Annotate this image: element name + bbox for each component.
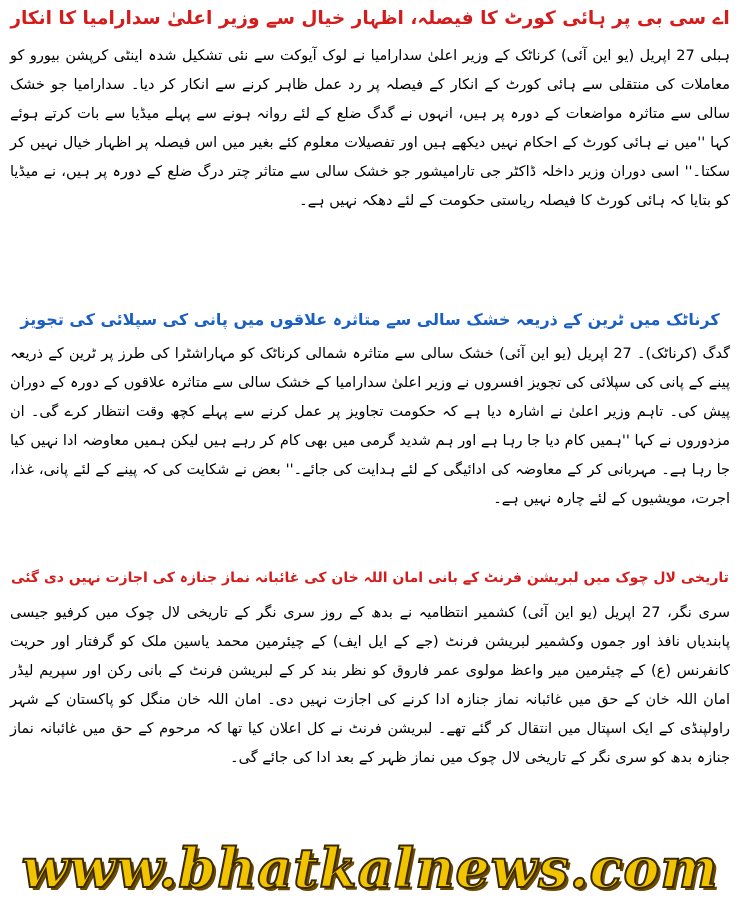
article-karnataka-water-train — [10, 303, 730, 514]
article-headline: اے سی بی پر ہائی کورٹ کا فیصلہ، اظہار خیال سے وزیر اعلیٰ سدارامیا کا انکار — [10, 8, 730, 29]
article-headline: کرناٹک میں ٹرین کے ذریعہ خشک سالی سے متاثرہ علاقوں میں پانی کی سپلائی کی تجویز — [20, 310, 720, 329]
footer-banner — [0, 836, 740, 900]
article-body: ہبلی 27 اپریل (یو این آئی) کرناٹک کے وزیر اعلیٰ سدارامیا نے لوک آیوکت سے نئی تشکیل شدہ اینٹی کرپشن بیورو کو معاملات کی منتقلی سے ہائی کورٹ کے انکار کے فیصلہ پر رد عمل ظاہر کرنے سے انکار کر دیا۔ سدارامیا جو خشک سالی سے متاثرہ مواضعات کے دورہ پر ہیں، انہوں نے گدگ ضلع کے لئے روانہ ہونے سے پہلے میڈیا سے بات کرتے ہوئے کہا ''میں نے ہائی کورٹ کے احکام نہیں دیکھے ہیں اور تفصیلات معلوم کئے بغیر میں اس فیصلہ پر اظہار خیال نہیں کر سکتا۔'' اسی دوران وزیر داخلہ ڈاکٹر جی تارامیشور جو خشک سالی سے متاثر چتر درگ ضلع کے دورہ پر ہیں، نے میڈیا کو بتایا کہ ہائی کورٹ کا فیصلہ ریاستی حکومت کے لئے دھکہ نہیں ہے۔ — [10, 48, 730, 209]
article-body: سری نگر، 27 اپریل (یو این آئی) کشمیر انتظامیہ نے بدھ کے روز سری نگر کے تاریخی لال چوک میں کرفیو جیسی پابندیاں نافذ اور جموں وکشمیر لبریشن فرنٹ (جے کے ایل ایف) کے چیئرمین محمد یاسین ملک کو گرفتار اور حریت کانفرنس (ع) کے چیئرمین میر واعظ مولوی عمر فاروق کو نظر بند کر کے لبریشن فرنٹ کے بانی رکن اور سپریم لیڈر امان اللہ خان کے حق میں غائبانہ نماز جنازہ ادا کرنے کی اجازت نہیں دی۔ امان اللہ خان منگل کو پاکستان کے شہر راولپنڈی کے ایک اسپتال میں انتقال کر گئے تھے۔ لبریشن فرنٹ نے کل اعلان کیا تھا کہ مرحوم کے حق میں غائبانہ نماز جنازہ بدھ کو سری نگر کے تاریخی لال چوک میں نماز ظہر کے بعد ادا کی جائے گی۔ — [10, 605, 730, 766]
article-headline: تاریخی لال چوک میں لبریشن فرنٹ کے بانی امان اللہ خان کی غائبانہ نماز جنازہ کی اجازت نہیں دی گئی — [11, 570, 729, 586]
article-acb-high-court — [10, 2, 730, 216]
site-url-logo[interactable]: www.bhatkalnews.com — [21, 836, 719, 900]
article-lal-chowk-funeral — [10, 561, 730, 773]
article-body: گدگ (کرناٹک)۔ 27 اپریل (یو این آئی) خشک سالی سے متاثرہ شمالی کرناٹک کو مہاراشٹرا کی طرز پر ٹرین کے ذریعہ پینے کے پانی کی سپلائی کی تجویز افسروں نے وزیر اعلیٰ سدارامیا کے خشک سالی سے متاثرہ علاقوں کے دورہ کے دوران پیش کی۔ تاہم وزیر اعلیٰ نے اشارہ دیا ہے کہ حکومت تجاویز پر عمل کرنے سے پہلے کچھ وقت انتظار کرے گی۔ ان مزدوروں نے کہا ''ہمیں کام دیا جا رہا ہے اور ہم شدید گرمی میں بھی کام کر رہے ہیں لیکن ہمیں معاوضہ ادا نہیں کیا جا رہا ہے۔ مہربانی کر کے معاوضہ کی ادائیگی کے لئے ہدایت کی جائے۔'' بعض نے شکایت کی کہ پینے کے لئے پانی، غذا، اجرت، مویشیوں کے لئے چارہ نہیں ہے۔ — [10, 346, 730, 507]
